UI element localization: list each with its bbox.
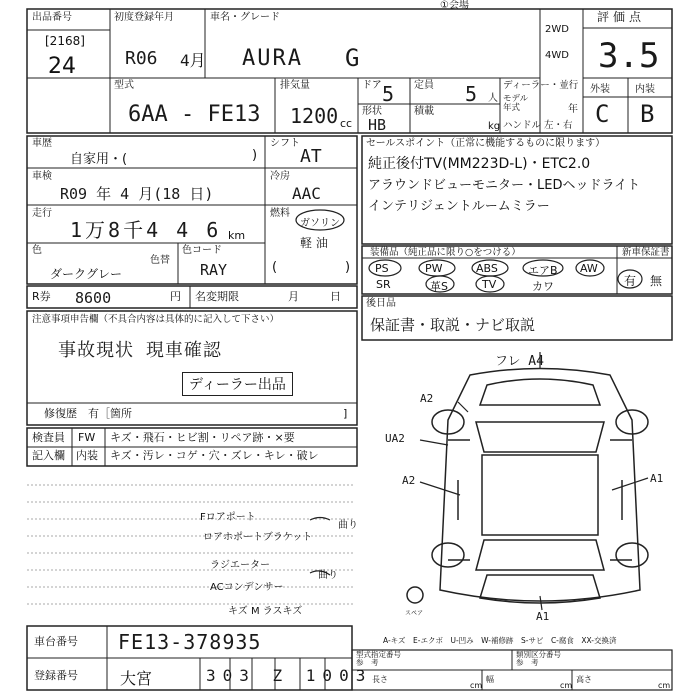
- r-ticket-label: R券: [32, 290, 51, 303]
- meigi-label: 名変期限: [195, 290, 239, 303]
- capacity: 5: [465, 82, 478, 106]
- inner-items: キズ・汚レ・コゲ・穴・ズレ・キレ・破レ: [110, 449, 319, 462]
- year-unit: 年: [568, 104, 578, 115]
- top-mark: ①会場: [440, 0, 469, 11]
- color-value: ダークグレー: [50, 267, 123, 281]
- car-diagram: [407, 369, 648, 604]
- inner-label: 内装: [76, 449, 98, 462]
- note-3: ラジエーター: [210, 560, 270, 571]
- model-label: 型式: [114, 80, 134, 91]
- shitei-label: 型式指定番号 参 考: [356, 650, 401, 667]
- equip-kawa: カワ: [532, 280, 554, 293]
- yen: 円: [170, 290, 181, 303]
- later-value: 保証書・取説・ナビ取説: [370, 316, 536, 334]
- warranty-label: 新車保証書: [622, 247, 670, 258]
- entry-label: 記入欄: [32, 449, 65, 462]
- color-label: 色: [32, 245, 42, 256]
- sales-line2: アラウンドビューモニター・LEDヘッドライト: [368, 178, 641, 193]
- doors-label: ドア: [362, 80, 382, 91]
- spare-label: スペア: [405, 610, 424, 617]
- meigi-month: 月: [288, 290, 299, 303]
- shape-label: 形状: [362, 106, 382, 117]
- inspector-label: 検査員: [32, 431, 65, 444]
- score: 3.5: [598, 36, 660, 76]
- doors: 5: [382, 82, 395, 106]
- diagram-top-label: フレ A4: [495, 354, 544, 369]
- length-cm: cm: [470, 681, 483, 690]
- width-label: 幅: [486, 675, 494, 684]
- score-label: 評価点: [597, 10, 646, 24]
- shape: HB: [368, 116, 387, 134]
- length-label: 長さ: [372, 675, 388, 684]
- first-reg-label: 初度登録年月: [114, 12, 174, 23]
- capacity-label: 定員: [414, 80, 434, 91]
- first-reg-month: 4月: [180, 51, 206, 70]
- mark-a1-bottom: A1: [536, 610, 550, 623]
- sales-line3: インテリジェントルームミラー: [368, 199, 550, 214]
- notes-label: 注意事項申告欄（不具合内容は具体的に記入して下さい）: [32, 314, 280, 325]
- later-label: 後日品: [366, 298, 396, 309]
- mark-a2-top: A2: [420, 392, 434, 405]
- meigi-day: 日: [330, 290, 341, 303]
- displacement: 1200: [290, 104, 339, 128]
- note-5: キズ M ラスキズ: [228, 606, 303, 617]
- history-value: 自家用・(: [70, 152, 128, 167]
- equip-abs: ABS: [476, 262, 498, 275]
- equip-tv: TV: [482, 278, 497, 291]
- reg-label: 登録番号: [34, 669, 78, 682]
- mileage-unit: km: [228, 229, 246, 242]
- color-change-label: 色替: [150, 255, 170, 266]
- mark-a2-side: A2: [402, 474, 416, 487]
- note-right-2: 曲り: [318, 570, 338, 581]
- lot-label: 出品番号: [32, 12, 72, 23]
- notes-value: 事故現状 現車確認: [58, 340, 222, 361]
- displacement-label: 排気量: [280, 80, 310, 91]
- note-1: Fロアポート: [200, 512, 256, 523]
- cooler-label: 冷房: [270, 171, 290, 182]
- shift-label: シフト: [270, 138, 300, 149]
- load-label: 積載: [414, 106, 434, 117]
- note-2: ロアホポートブラケット: [203, 532, 313, 543]
- grade: G: [345, 44, 360, 72]
- equip-aw: AW: [580, 262, 598, 275]
- handle-label: ハンドル 左・右: [503, 120, 573, 131]
- mileage-label: 走行: [32, 208, 52, 219]
- width-cm: cm: [560, 681, 573, 690]
- model: 6AA - FE13: [128, 102, 261, 127]
- repair-label: 修復歴 有［箇所: [44, 407, 132, 420]
- equip-leather: 革S: [430, 280, 448, 293]
- note-right-1: 曲り: [338, 520, 358, 531]
- warranty-no: 無: [650, 274, 663, 288]
- ruibetsu-label: 類別区分番号 参 考: [516, 650, 561, 667]
- shift-value: AT: [300, 146, 322, 167]
- drive-4wd: 4WD: [545, 50, 569, 61]
- drive-2wd: 2WD: [545, 24, 569, 35]
- mileage-value: 1万8千4 4 6: [70, 218, 222, 242]
- fuel-gasoline: ガソリン: [300, 218, 340, 229]
- cooler-value: AAC: [292, 184, 321, 203]
- lot-number: 24: [48, 54, 76, 79]
- equip-sr: SR: [376, 278, 391, 291]
- fw-items: キズ・飛石・ヒビ割・リペア跡・×要: [110, 431, 295, 444]
- interior-grade: B: [640, 100, 655, 128]
- reg-num: 303 Z 1003: [206, 666, 373, 685]
- capacity-unit: 人: [488, 93, 498, 104]
- equip-airbag: エアB: [528, 264, 558, 277]
- r-ticket-value: 8600: [75, 289, 112, 307]
- lot-code: [2168]: [45, 34, 85, 48]
- car-name: AURA: [242, 46, 303, 71]
- reg-place: 大宮: [120, 669, 153, 688]
- load-unit: kg: [488, 121, 501, 132]
- model-year-label: モデル 年式: [503, 94, 529, 113]
- height-label: 高さ: [576, 675, 592, 684]
- height-cm: cm: [658, 681, 671, 690]
- history-label: 車歴: [32, 138, 52, 149]
- color-code: RAY: [200, 261, 228, 279]
- inspection-label: 車検: [32, 171, 52, 182]
- sales-label: セールスポイント（正常に機能するものに限ります）: [366, 138, 606, 149]
- mark-a1-right: A1: [650, 472, 664, 485]
- color-code-label: 色コード: [182, 245, 222, 256]
- diagram-legend: A-キズ E-エクボ U-凹み W-補修跡 S-サビ C-腐食 XX-交換済: [383, 636, 617, 645]
- chassis-value: FE13-378935: [118, 630, 262, 654]
- fw-label: FW: [78, 431, 96, 444]
- equip-ps: PS: [375, 262, 389, 275]
- note-4: ACコンデンサー: [210, 582, 284, 593]
- warranty-yes: 有: [624, 274, 637, 288]
- interior-label: 内装: [635, 84, 655, 95]
- car-name-label: 車名・グレード: [210, 12, 280, 23]
- dealer-stamp: ディーラー出品: [182, 372, 293, 396]
- fuel-diesel: 軽 油: [300, 236, 328, 250]
- sales-line1: 純正後付TV(MM223D-L)・ETC2.0: [368, 156, 591, 172]
- chassis-label: 車台番号: [34, 635, 78, 648]
- exterior-grade: C: [595, 100, 610, 128]
- equip-label: 装備品（純正品に限り○をつける）: [370, 247, 521, 258]
- mark-ua2: UA2: [385, 432, 405, 445]
- inspection-value: R09 年 4 月(18 日): [60, 185, 214, 203]
- equip-pw: PW: [425, 262, 443, 275]
- dealer-label: ディーラー・並行: [503, 80, 579, 91]
- exterior-label: 外装: [590, 84, 610, 95]
- first-reg-era: R06: [125, 48, 158, 69]
- fuel-label: 燃料: [270, 208, 290, 219]
- displacement-unit: cc: [340, 117, 353, 130]
